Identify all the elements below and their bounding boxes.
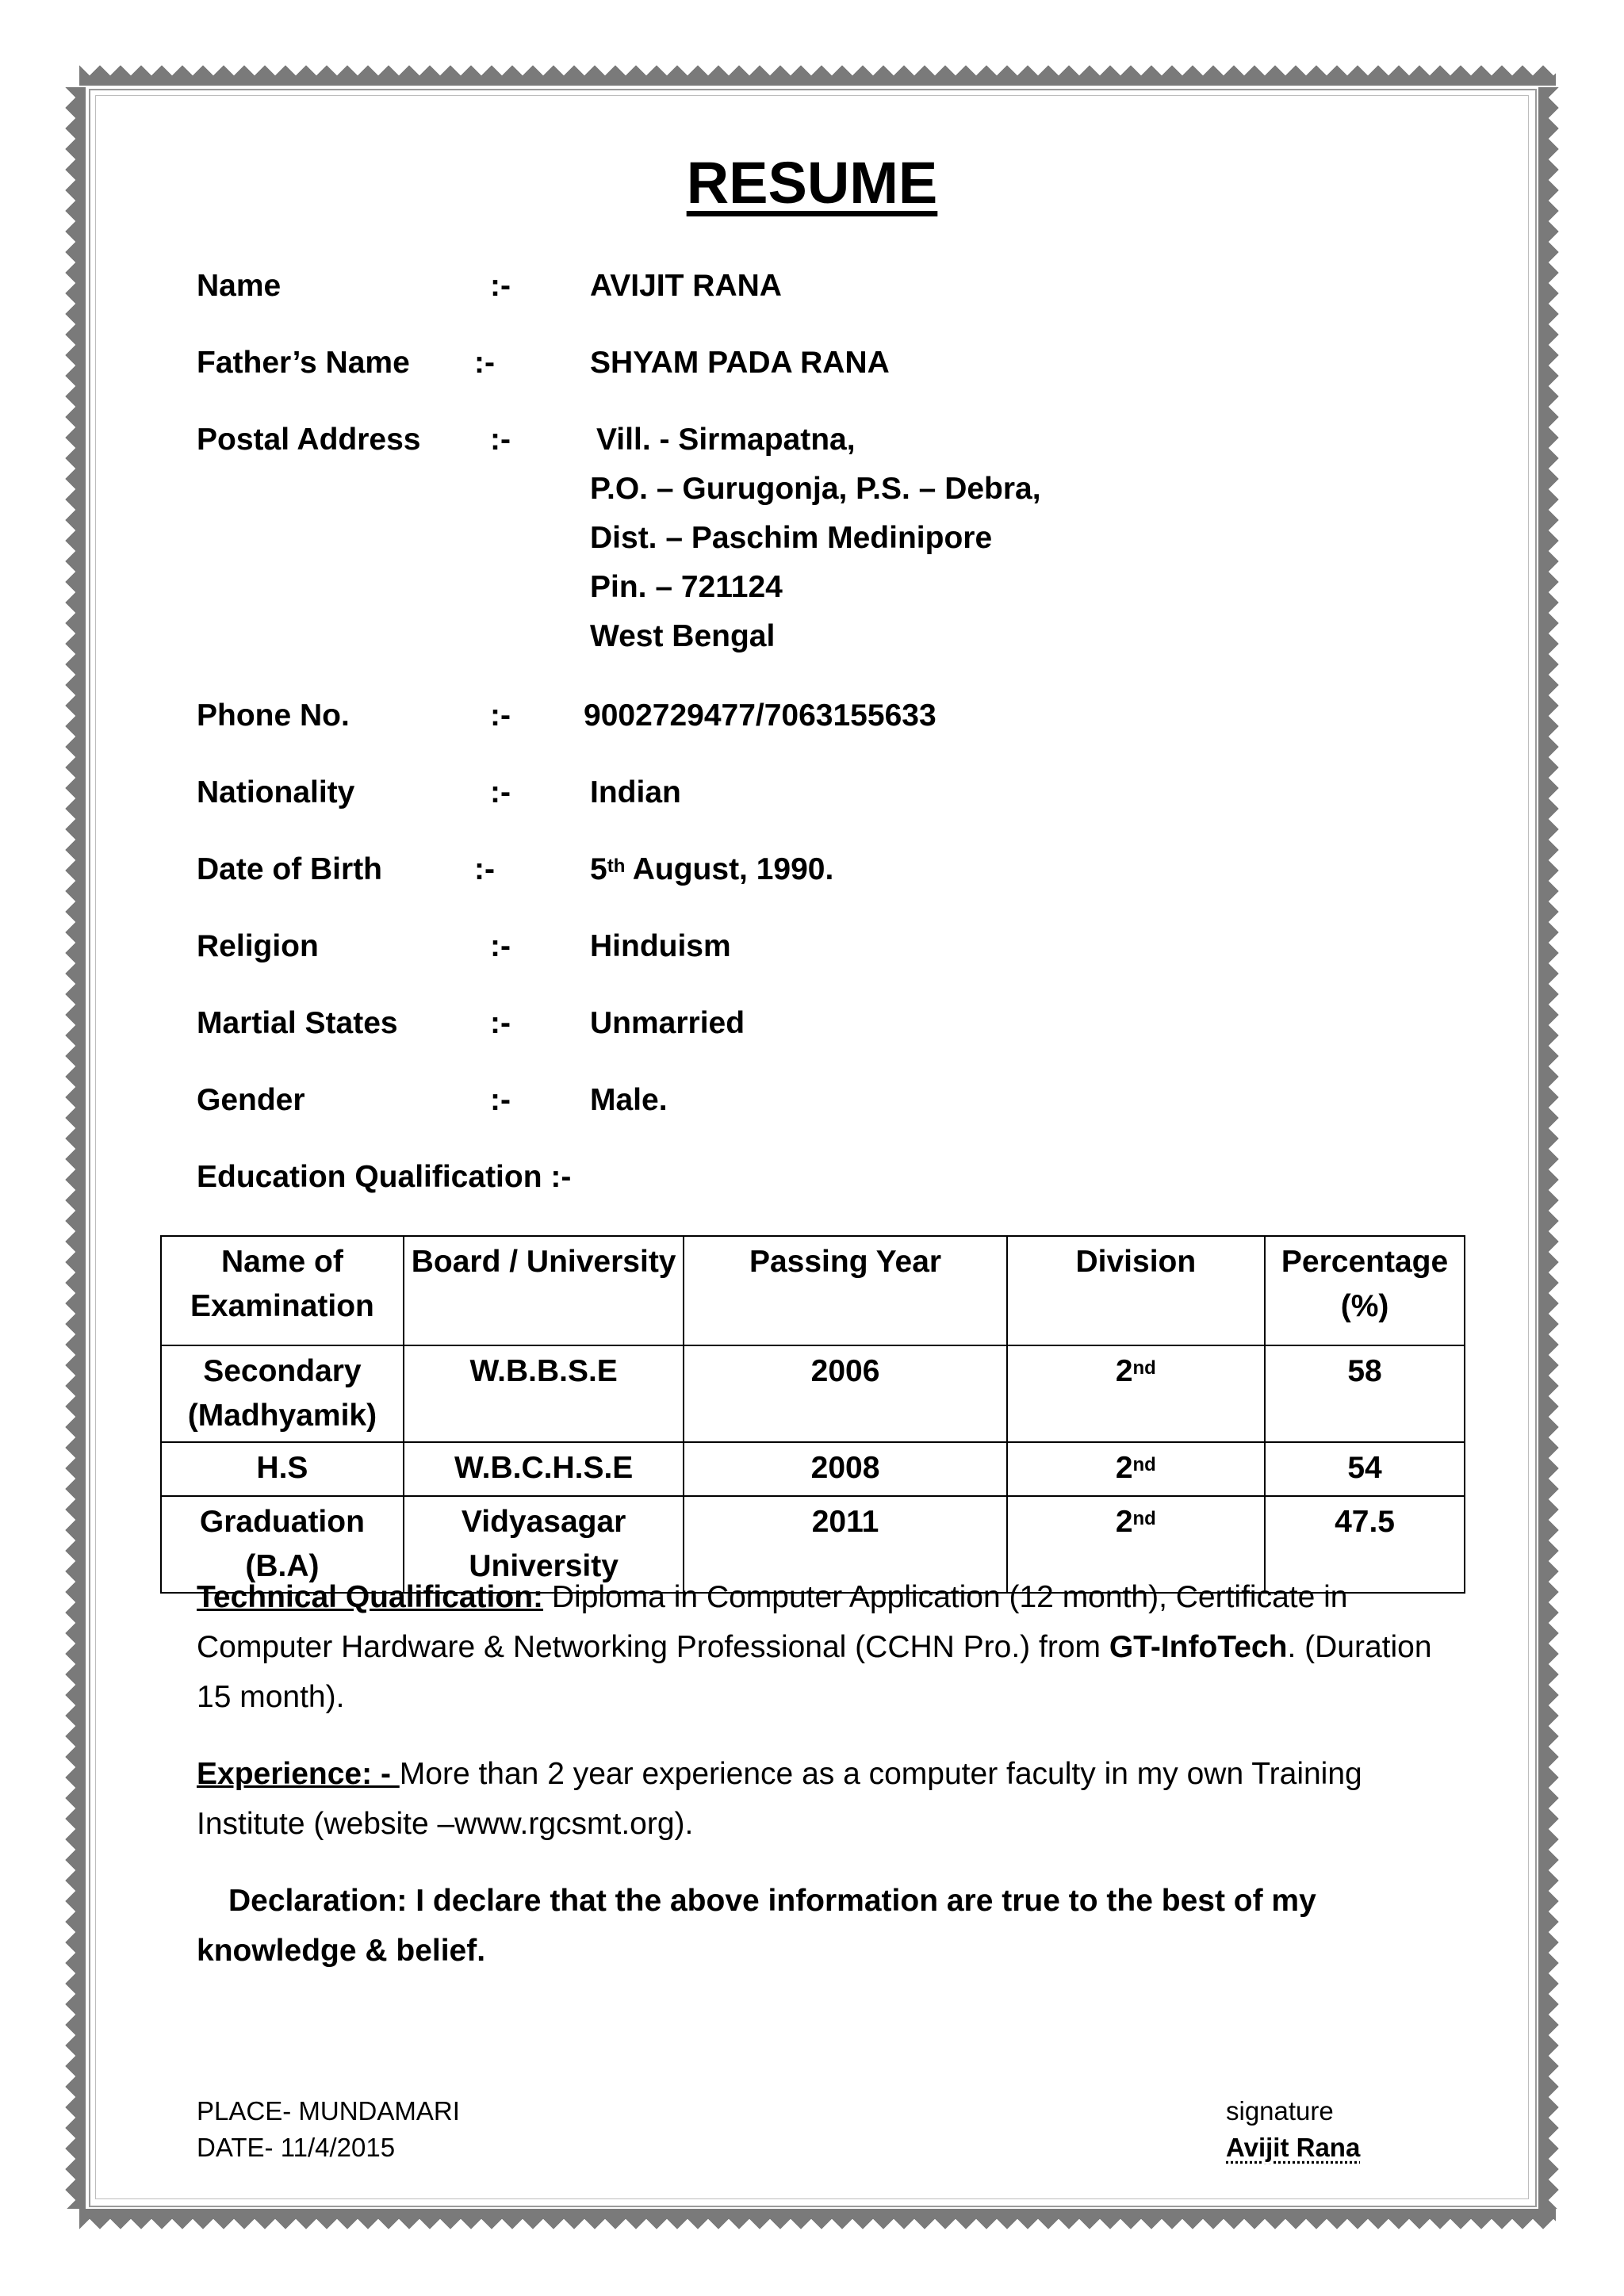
- cell-year: 2008: [684, 1442, 1006, 1496]
- header-exam: Name of Examination: [161, 1236, 404, 1345]
- cell-exam: Secondary (Madhyamik): [161, 1345, 404, 1442]
- religion-separator: :-: [490, 929, 511, 963]
- phone-value: 9002729477/7063155633: [584, 698, 936, 733]
- dob-day: 5: [590, 852, 607, 886]
- declaration: Declaration: I declare that the above information are true to the best of my knowledge & belief.: [197, 1884, 1316, 1968]
- cell-exam: Graduation (B.A): [161, 1496, 404, 1593]
- technical-qualification-text-1: Diploma in Computer Application (12 month), Certificate in Computer Hardware & Networking Professional (CCHN Pro.) from: [197, 1580, 1348, 1664]
- date-text: DATE- 11/4/2015: [197, 2133, 396, 2162]
- division-suffix: nd: [1132, 1357, 1156, 1379]
- address-line-4: Pin. – 721124: [590, 570, 783, 604]
- decorative-border-right: [1538, 87, 1559, 2209]
- religion-value: Hinduism: [590, 929, 731, 963]
- experience-text: More than 2 year experience as a computer faculty in my own Training Institute (website –www.rgcsmt.org).: [197, 1757, 1362, 1841]
- name-value: AVIJIT RANA: [590, 269, 782, 303]
- table-row: [161, 1345, 1465, 1442]
- address-separator: :-: [490, 423, 511, 457]
- father-name-separator: :-: [474, 346, 495, 380]
- cell-percentage: 54: [1265, 1442, 1465, 1496]
- cell-year: 2006: [684, 1345, 1006, 1442]
- gender-label: Gender: [197, 1083, 305, 1117]
- cell-board: W.B.C.H.S.E: [404, 1442, 684, 1496]
- technical-qualification-institute: GT-InfoTech: [1109, 1630, 1288, 1664]
- cell-division: [1007, 1345, 1265, 1442]
- division-suffix: nd: [1132, 1454, 1156, 1475]
- phone-label: Phone No.: [197, 698, 350, 733]
- nationality-label: Nationality: [197, 775, 355, 809]
- header-board: Board / University: [404, 1236, 684, 1345]
- cell-percentage: 47.5: [1265, 1496, 1465, 1593]
- gender-separator: :-: [490, 1083, 511, 1117]
- page-title: RESUME: [686, 150, 938, 216]
- nationality-value: Indian: [590, 775, 681, 809]
- dob-separator: :-: [474, 852, 495, 886]
- header-division: Division: [1007, 1236, 1265, 1345]
- marital-status-separator: :-: [490, 1006, 511, 1040]
- father-name-label: Father’s Name: [197, 346, 410, 380]
- signature-label: signature: [1226, 2096, 1334, 2126]
- cell-percentage: 58: [1265, 1345, 1465, 1442]
- marital-status-value: Unmarried: [590, 1006, 745, 1040]
- experience-label: Experience: -: [197, 1757, 400, 1791]
- decorative-border-top: [79, 65, 1556, 86]
- division-value: 2: [1115, 1505, 1133, 1539]
- technical-qualification-label: Technical Qualification:: [197, 1580, 544, 1614]
- name-label: Name: [197, 269, 282, 303]
- technical-qualification: [197, 1572, 1434, 1722]
- decorative-border-left: [65, 87, 86, 2209]
- address-line-5: West Bengal: [590, 619, 776, 653]
- dob-label: Date of Birth: [197, 852, 382, 886]
- header-year: Passing Year: [684, 1236, 1006, 1345]
- father-name-value: SHYAM PADA RANA: [590, 346, 890, 380]
- address-line-3: Dist. – Paschim Medinipore: [590, 521, 993, 555]
- cell-board: Vidyasagar University: [404, 1496, 684, 1593]
- header-percentage: Percentage (%): [1265, 1236, 1465, 1345]
- technical-qualification-text-2: . (Duration 15 month).: [197, 1630, 1432, 1714]
- education-table: [160, 1235, 1465, 1594]
- signature-name: Avijit Rana: [1226, 2133, 1361, 2162]
- cell-board: W.B.B.S.E: [404, 1345, 684, 1442]
- name-separator: :-: [490, 269, 511, 303]
- decorative-border-bottom: [79, 2209, 1556, 2229]
- cell-division: [1007, 1442, 1265, 1496]
- education-heading: Education Qualification :-: [197, 1160, 572, 1194]
- division-value: 2: [1115, 1451, 1133, 1485]
- division-value: 2: [1115, 1354, 1133, 1388]
- dob-day-suffix: th: [607, 855, 626, 877]
- gender-value: Male.: [590, 1083, 668, 1117]
- table-row: [161, 1442, 1465, 1496]
- religion-label: Religion: [197, 929, 319, 963]
- place-text: PLACE- MUNDAMARI: [197, 2096, 460, 2126]
- experience: [197, 1749, 1434, 1849]
- address-label: Postal Address: [197, 423, 421, 457]
- cell-exam: H.S: [161, 1442, 404, 1496]
- phone-separator: :-: [490, 698, 511, 733]
- dob-rest: August, 1990.: [625, 852, 834, 886]
- marital-status-label: Martial States: [197, 1006, 398, 1040]
- dob-value: [590, 845, 833, 894]
- cell-year: 2011: [684, 1496, 1006, 1593]
- table-header-row: [161, 1236, 1465, 1345]
- address-line-1: Vill. - Sirmapatna,: [596, 423, 856, 457]
- nationality-separator: :-: [490, 775, 511, 809]
- division-suffix: nd: [1132, 1508, 1156, 1529]
- address-line-2: P.O. – Gurugonja, P.S. – Debra,: [590, 472, 1041, 506]
